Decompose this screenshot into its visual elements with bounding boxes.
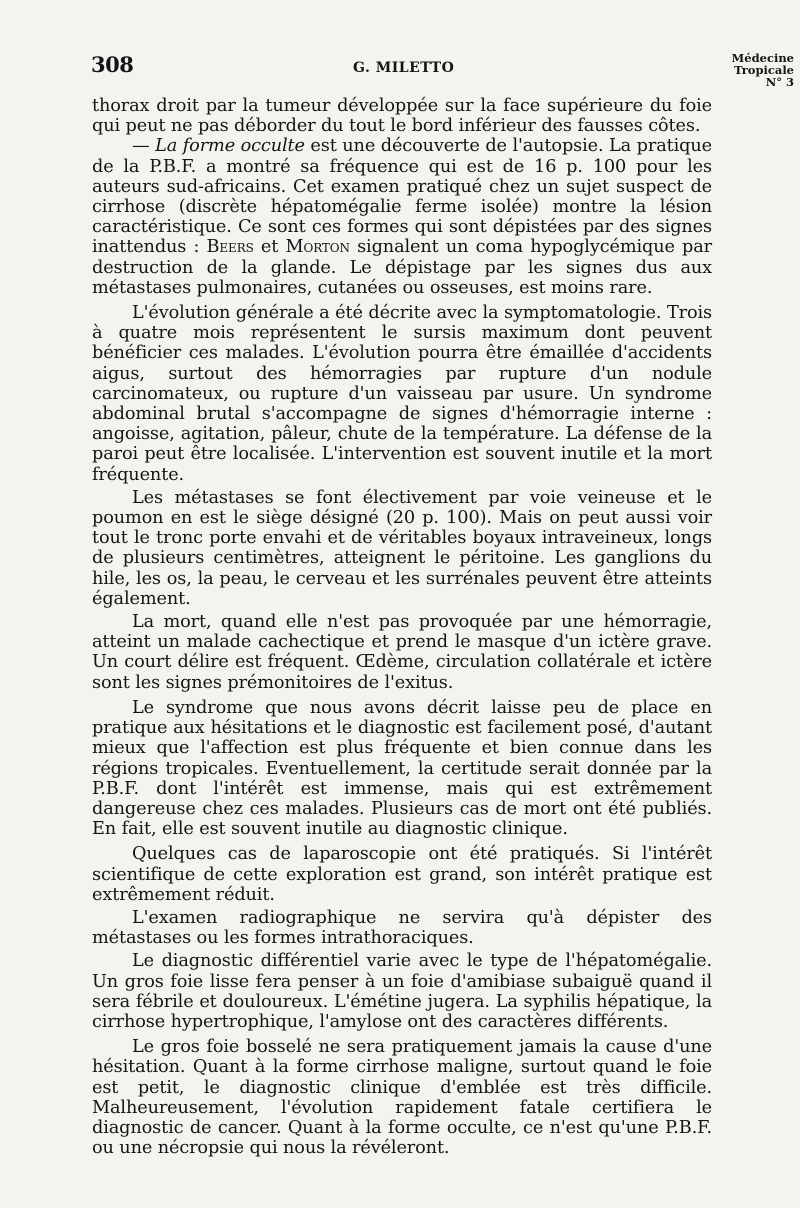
- page-header: [0, 0, 800, 100]
- paragraph: Les métastases se font électivement par voie veineuse et le poumon en est le siège désigné (20 p. 100). Mais on peut aussi voir tout le tronc porte envahi et de véritables boyaux intraveineux, longs de plusieurs centimètres, atteignent le péritoine. Les ganglions du hile, les os, la peau, le cerveau et les surrénales peuvent être atteints également.: [92, 487, 712, 609]
- paragraph-forme-occulte: [92, 136, 712, 298]
- journal-issue: N° 3: [765, 75, 794, 89]
- italic-term: La forme occulte: [155, 136, 305, 157]
- article-body: [92, 96, 712, 1158]
- paragraph: Le gros foie bosselé ne sera pratiquement jamais la cause d'une hésitation. Quant à la forme cirrhose maligne, surtout quand le foie est petit, le diagnostic clinique d'emblée est très difficile. Malheureusement, l'évolution rapidement fatale certifiera le diagnostic de cancer. Quant à la forme occulte, ce n'est qu'une P.B.F. ou une nécropsie qui nous la révéleront.: [92, 1037, 712, 1159]
- author-name-beers: Beers: [206, 237, 254, 258]
- em-dash: —: [132, 136, 156, 157]
- author-name-morton: Morton: [285, 237, 350, 258]
- paragraph: thorax droit par la tumeur développée sur la face supérieure du foie qui peut ne pas déborder du tout le bord inférieur des fausses côtes.: [92, 96, 712, 137]
- journal-name: [732, 52, 794, 88]
- paragraph-text: est une découverte de l'autopsie. La pratique de la P.B.F. a montré sa fréquence qui est de 16 p. 100 pour les auteurs sud-africains. Cet examen pratiqué chez un sujet suspect de cirrhose (discrète hépatomégalie ferme isolée) montre la lésion caractéristique. Ce sont ces formes qui sont dépistées par des signes inattendus :: [92, 136, 712, 258]
- journal-line-1: Médecine: [731, 51, 794, 65]
- running-head-author: G. MILETTO: [353, 60, 455, 76]
- paragraph: La mort, quand elle n'est pas provoquée par une hémorragie, atteint un malade cachectique et prend le masque d'un ictère grave. Un court délire est fréquent. Œdème, circulation collatérale et ictère sont les signes prémonitoires de l'exitus.: [92, 612, 712, 693]
- paragraph: Le syndrome que nous avons décrit laisse peu de place en pratique aux hésitations et le diagnostic est facilement posé, d'autant mieux que l'affection est plus fréquente et bien connue dans les régions tropicales. Eventuellement, la certitude serait donnée par la P.B.F. dont l'intérêt est immense, mais qui est extrêmement dangereuse chez ces malades. Plusieurs cas de mort ont été publiés. En fait, elle est souvent inutile au diagnostic clinique.: [92, 697, 712, 840]
- paragraph: Quelques cas de laparoscopie ont été pratiqués. Si l'intérêt scientifique de cette exploration est grand, son intérêt pratique est extrêmement réduit.: [92, 844, 712, 905]
- page-number: 308: [91, 52, 134, 77]
- paragraph-text: signalent un coma hypoglycémique par destruction de la glande. Le dépistage par les signes dus aux métastases pulmonaires, cutanées ou osseuses, est moins rare.: [92, 237, 713, 298]
- paragraph: L'évolution générale a été décrite avec la symptomatologie. Trois à quatre mois représentent le sursis maximum dont peuvent bénéficier ces malades. L'évolution pourra être émaillée d'accidents aigus, surtout des hémorragies par rupture d'un nodule carcinomateux, ou rupture d'un vaisseau par usure. Un syndrome abdominal brutal s'accompagne de signes d'hémorragie interne : angoisse, agitation, pâleur, chute de la température. La défense de la paroi peut être localisée. L'intervention est souvent inutile et la mort fréquente.: [92, 303, 712, 485]
- journal-line-2: Tropicale: [734, 63, 794, 77]
- paragraph: L'examen radiographique ne servira qu'à dépister des métastases ou les formes intrathoraciques.: [92, 907, 712, 949]
- paragraph: Le diagnostic différentiel varie avec le type de l'hépatomégalie. Un gros foie lisse fera penser à un foie d'amibiase subaiguë quand il sera fébrile et douloureux. L'émétine jugera. La syphilis hépatique, la cirrhose hypertrophique, l'amylose ont des caractères différents.: [92, 951, 712, 1032]
- conjunction: et: [253, 237, 286, 258]
